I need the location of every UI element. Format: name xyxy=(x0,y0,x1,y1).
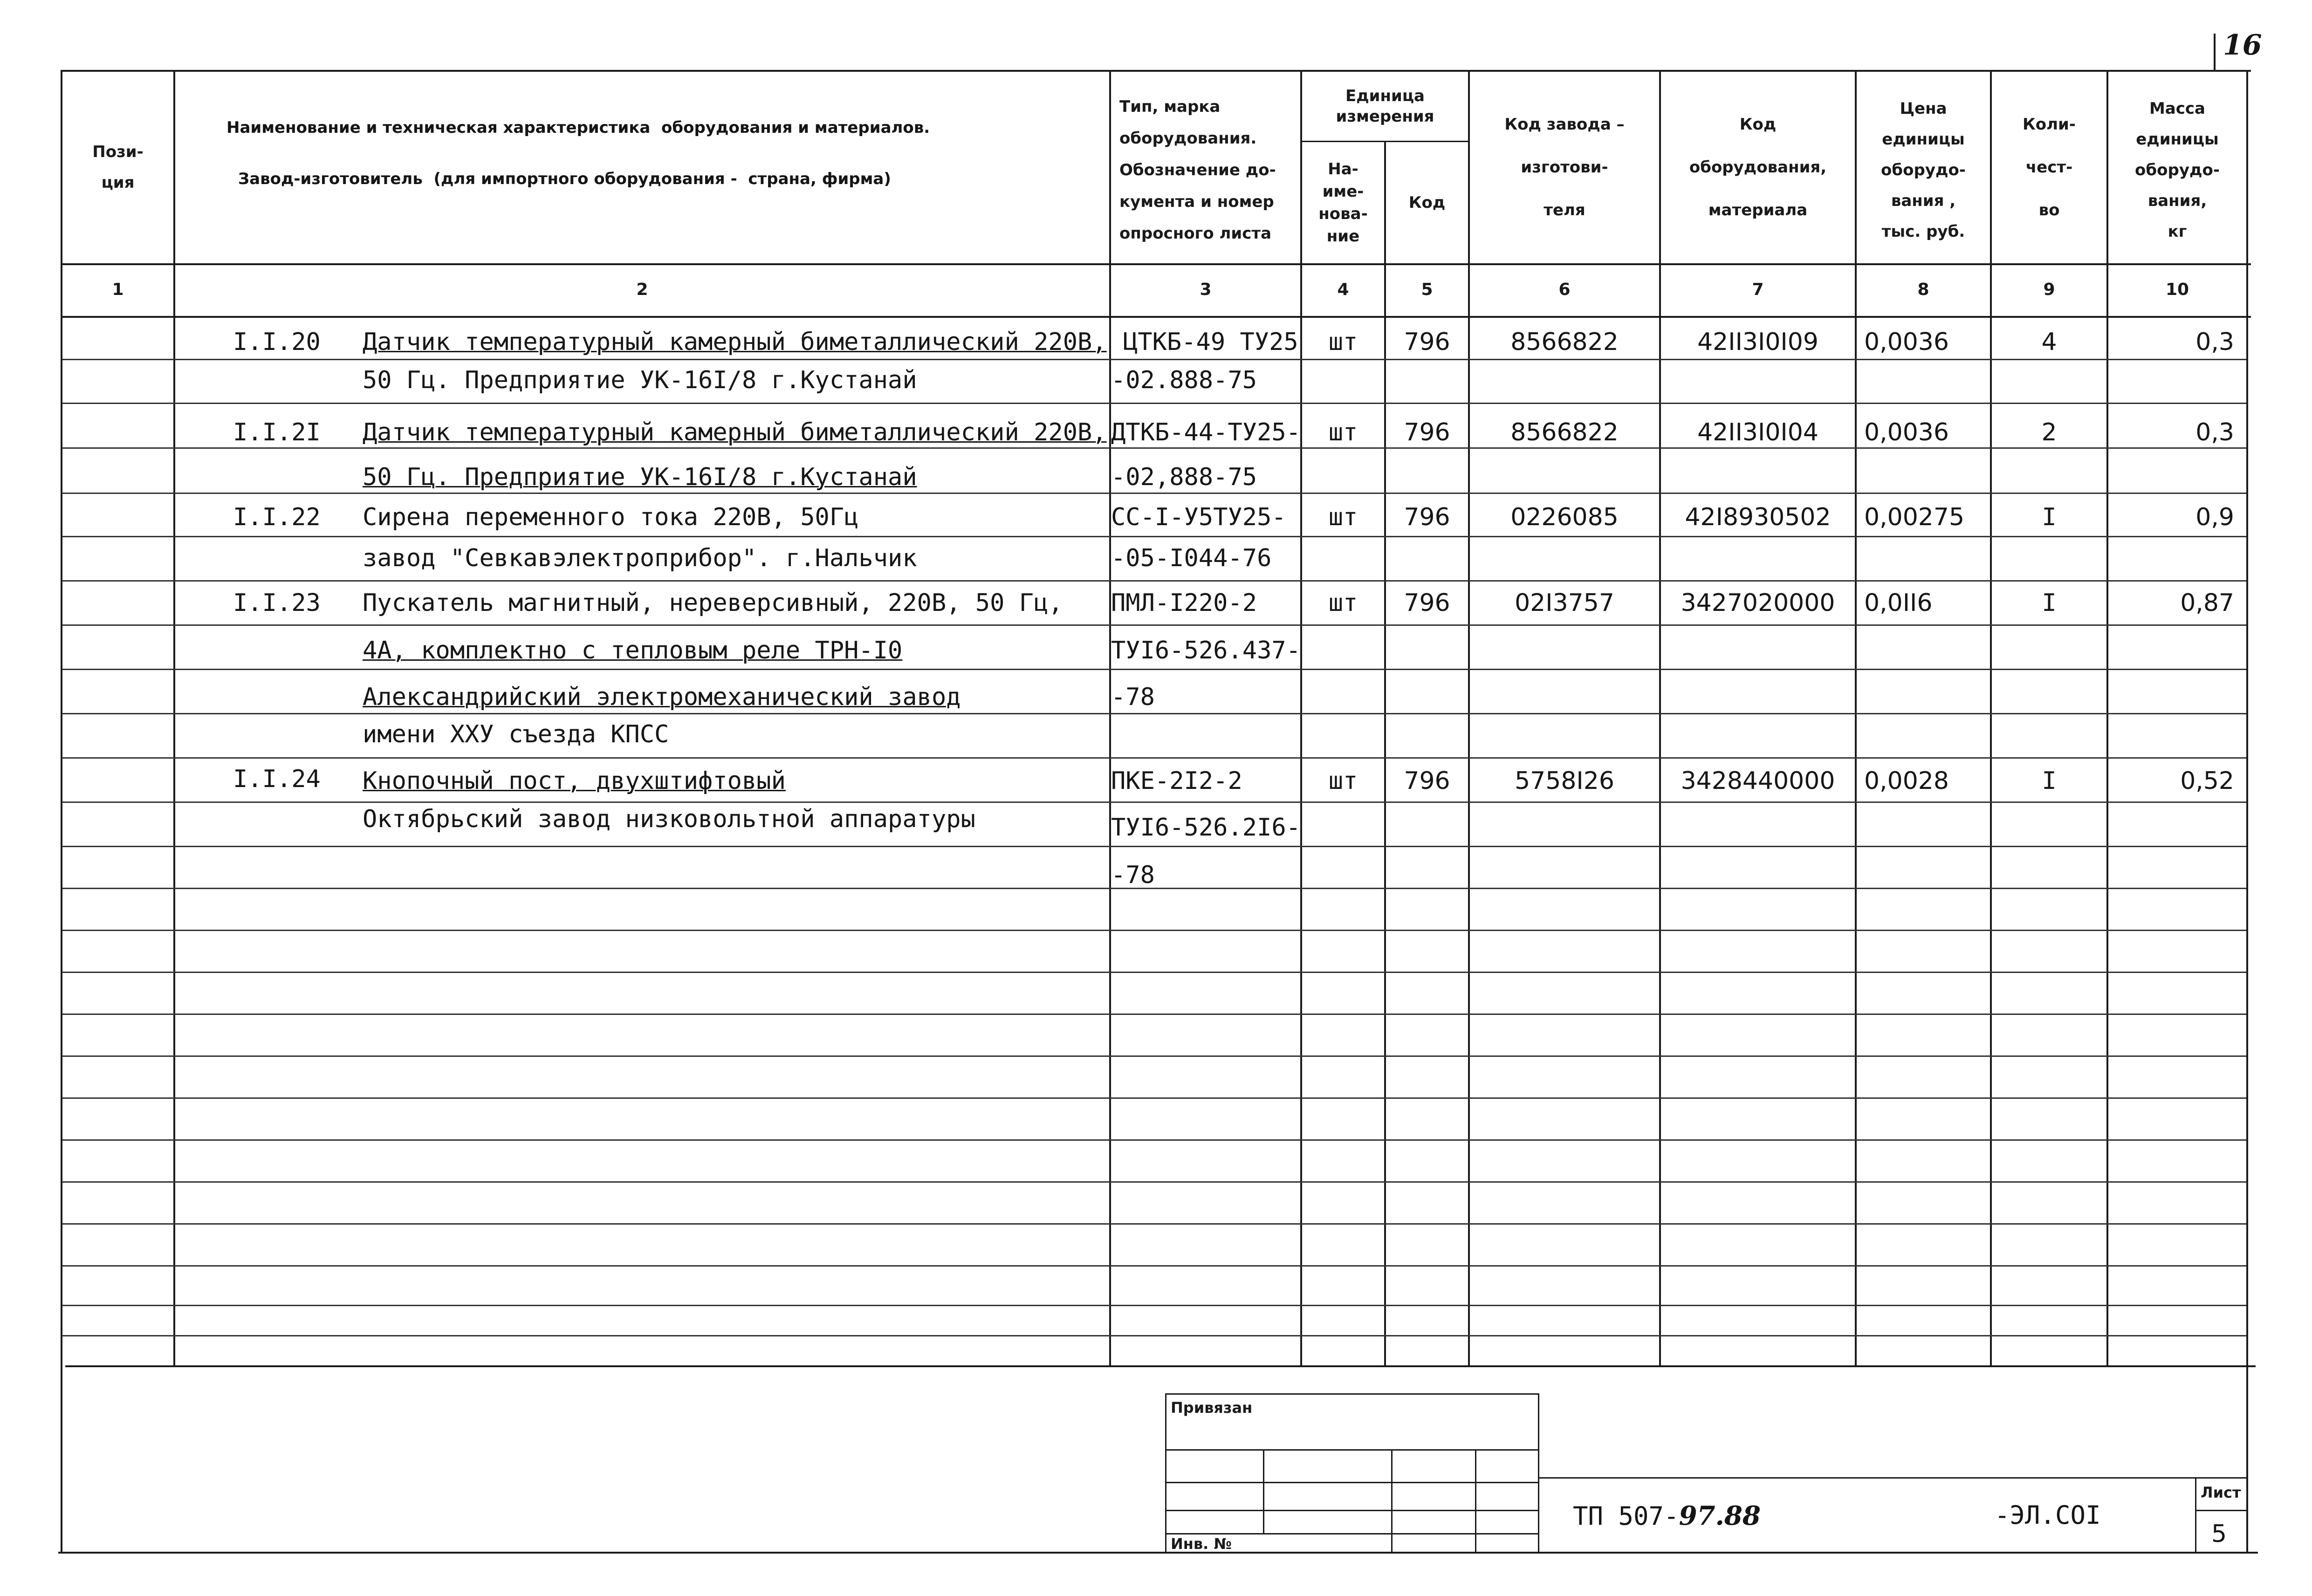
item-position: I.I.24 xyxy=(233,765,321,793)
header-position: Пози- ция xyxy=(92,143,144,192)
column-number-5: 5 xyxy=(1421,280,1433,299)
row-line xyxy=(62,1097,2246,1099)
item-mass: 0,3 xyxy=(2195,418,2234,446)
item-factory-code: 02I3757 xyxy=(1515,589,1614,617)
table-bottom-border xyxy=(65,1365,2256,1367)
row-line xyxy=(62,757,2246,759)
header-name xyxy=(175,72,1109,263)
header-name-line1: Наименование и техническая характеристика оборудования и материалов. xyxy=(226,118,930,137)
item-type-line: -05-I044-76 xyxy=(1111,544,1272,572)
column-number-7: 7 xyxy=(1752,280,1764,299)
item-equipment-code: 42II3I0I09 xyxy=(1697,328,1818,356)
document-number xyxy=(1573,1500,1761,1531)
item-unit: шт xyxy=(1328,767,1358,795)
document-prefix: ТП 507- xyxy=(1573,1501,1679,1531)
item-factory-code: 0226085 xyxy=(1510,503,1619,531)
stamp-line xyxy=(1538,1393,1539,1552)
stamp-line xyxy=(1165,1482,1538,1483)
stamp-line xyxy=(1165,1393,1538,1395)
col-line-1 xyxy=(173,70,175,1366)
header-quantity: Коли- чест- во xyxy=(2023,115,2076,219)
item-name-line: Сирена переменного тока 220В, 50Гц xyxy=(363,503,859,531)
item-price: 0,0028 xyxy=(1864,767,1949,795)
item-unit: шт xyxy=(1328,589,1358,617)
item-unit-code: 796 xyxy=(1404,767,1450,795)
row-line xyxy=(62,1139,2246,1141)
row-line xyxy=(62,447,2246,449)
column-number-2: 2 xyxy=(636,280,648,299)
right-border xyxy=(2246,70,2248,1553)
item-mass: 0,52 xyxy=(2180,767,2234,795)
page-number-divider xyxy=(2214,34,2216,71)
item-name-line: завод "Севкавэлектроприбор". г.Нальчик xyxy=(363,544,917,572)
row-line xyxy=(62,536,2246,537)
item-unit: шт xyxy=(1328,418,1358,446)
item-unit-code: 796 xyxy=(1404,328,1450,356)
stamp-line xyxy=(2195,1510,2246,1511)
header-bottom-border xyxy=(61,263,2251,265)
item-position: I.I.2I xyxy=(233,418,321,446)
item-type-line: -02,888-75 xyxy=(1111,463,1257,491)
col-line-2 xyxy=(1109,70,1111,1366)
header-type: Тип, марка оборудования. Обозначение до- кумента и номер опросного листа xyxy=(1119,97,1276,243)
item-equipment-code: 42II3I0I04 xyxy=(1697,418,1818,446)
item-type-line: -78 xyxy=(1111,683,1155,711)
column-number-9: 9 xyxy=(2043,280,2055,299)
row-line xyxy=(62,403,2246,404)
row-line xyxy=(62,580,2246,582)
document-handwritten-number: 97.88 xyxy=(1679,1500,1761,1531)
item-type-line: ТУI6-526.2I6- xyxy=(1111,814,1301,842)
item-type-line: ДТКБ-44-ТУ25- xyxy=(1111,418,1301,446)
sheet-label: Лист xyxy=(2201,1484,2241,1501)
row-line xyxy=(62,972,2246,973)
column-numbers-border xyxy=(61,316,2251,318)
item-price: 0,0036 xyxy=(1864,418,1949,446)
row-line xyxy=(62,1014,2246,1015)
header-unit-code: Код xyxy=(1408,193,1446,212)
column-number-4: 4 xyxy=(1337,280,1349,299)
item-name-line: Александрийский электромеханический завод xyxy=(363,683,961,711)
item-equipment-code: 3427020000 xyxy=(1681,589,1835,617)
item-position: I.I.22 xyxy=(233,503,321,531)
col-line-4 xyxy=(1384,141,1386,1367)
column-number-10: 10 xyxy=(2165,280,2189,299)
header-name-line2: Завод-изготовитель (для импортного оборудования - страна, фирма) xyxy=(238,170,891,188)
item-name-line: Октябрьский завод низковольтной аппаратуры xyxy=(363,805,975,833)
stamp-line xyxy=(1475,1449,1476,1552)
row-line xyxy=(62,1223,2246,1225)
header-unit-group: Единица измерения xyxy=(1336,87,1434,126)
header-factory-code: Код завода – изготови- теля xyxy=(1504,115,1625,219)
item-price: 0,00275 xyxy=(1864,503,1965,531)
header-mass: Масса единицы оборудо- вания, кг xyxy=(2135,99,2220,241)
col-line-5 xyxy=(1468,70,1470,1366)
stamp-line xyxy=(2195,1477,2196,1552)
item-type-line: -02.888-75 xyxy=(1111,366,1257,394)
item-mass: 0,87 xyxy=(2180,589,2234,617)
row-line xyxy=(62,801,2246,803)
col-line-9 xyxy=(2106,70,2108,1366)
row-line xyxy=(62,1335,2246,1336)
row-line xyxy=(62,669,2246,670)
row-line xyxy=(62,1265,2246,1267)
item-type-line: ПКЕ-2I2-2 xyxy=(1111,767,1242,795)
stamp-linked-label: Привязан xyxy=(1171,1399,1253,1417)
column-number-3: 3 xyxy=(1200,280,1212,299)
column-number-1: 1 xyxy=(112,280,124,299)
item-name-line: 50 Гц. Предприятие УК-16I/8 г.Кустанай xyxy=(363,366,917,394)
item-unit-code: 796 xyxy=(1404,418,1450,446)
stamp-line xyxy=(1165,1393,1166,1552)
item-equipment-code: 42I8930502 xyxy=(1685,503,1831,531)
item-type-line: СС-I-У5ТУ25- xyxy=(1111,503,1286,531)
col-line-6 xyxy=(1659,70,1661,1366)
col-line-7 xyxy=(1855,70,1857,1366)
row-line xyxy=(62,359,2246,360)
row-line xyxy=(62,1305,2246,1306)
item-unit: шт xyxy=(1328,328,1358,356)
item-name-line: Датчик температурный камерный биметаллический 220В, xyxy=(363,418,1107,446)
header-unit-name: На- име- нова- ние xyxy=(1318,160,1368,246)
stamp-inventory-label: Инв. № xyxy=(1171,1535,1232,1553)
item-type-line: ЦТКБ-49 ТУ25 xyxy=(1123,328,1298,356)
sheet-bottom-border xyxy=(58,1552,2258,1554)
item-unit-code: 796 xyxy=(1404,503,1450,531)
item-price: 0,0036 xyxy=(1864,328,1949,356)
stamp-line xyxy=(1263,1449,1264,1533)
item-factory-code: 8566822 xyxy=(1510,418,1619,446)
item-name-line: 50 Гц. Предприятие УК-16I/8 г.Кустанай xyxy=(363,463,917,491)
row-line xyxy=(62,1181,2246,1183)
item-position: I.I.23 xyxy=(233,589,321,617)
header-equipment-code: Код оборудования, материала xyxy=(1689,115,1827,219)
stamp-line xyxy=(1165,1510,1538,1511)
page-number: 16 xyxy=(2223,29,2262,62)
sheet-number: 5 xyxy=(2211,1520,2227,1548)
document-suffix: -ЭЛ.СОI xyxy=(1995,1500,2101,1530)
stamp-line xyxy=(1538,1477,2246,1479)
row-line xyxy=(62,624,2246,626)
item-name-line: Кнопочный пост, двухштифтовый xyxy=(363,767,786,795)
item-name-line: 4А, комплектно с тепловым реле ТРН-I0 xyxy=(363,637,903,664)
item-name-line: Пускатель магнитный, нереверсивный, 220В, 50 Гц, xyxy=(363,589,1063,617)
item-price: 0,0II6 xyxy=(1864,589,1933,617)
col-line-8 xyxy=(1990,70,1992,1366)
item-quantity: 4 xyxy=(2041,328,2057,356)
row-line xyxy=(62,846,2246,847)
item-unit: шт xyxy=(1328,503,1358,531)
item-quantity: I xyxy=(2042,589,2057,617)
item-name-line: имени ХХУ съезда КПСС xyxy=(363,720,669,748)
row-line xyxy=(62,493,2246,494)
row-line xyxy=(62,930,2246,931)
item-mass: 0,3 xyxy=(2195,328,2234,356)
item-quantity: I xyxy=(2042,503,2057,531)
item-type-line: ТУI6-526.437- xyxy=(1111,637,1301,664)
row-line xyxy=(62,1055,2246,1057)
item-factory-code: 5758I26 xyxy=(1515,767,1614,795)
column-number-8: 8 xyxy=(1917,280,1929,299)
item-position: I.I.20 xyxy=(233,328,321,356)
item-mass: 0,9 xyxy=(2195,503,2234,531)
column-number-6: 6 xyxy=(1558,280,1571,299)
item-factory-code: 8566822 xyxy=(1510,328,1619,356)
item-type-line: ПМЛ-I220-2 xyxy=(1111,589,1257,617)
stamp-line xyxy=(1165,1449,1538,1451)
item-type-line: -78 xyxy=(1111,861,1155,889)
item-name-line: Датчик температурный камерный биметаллический 220В, xyxy=(363,328,1107,356)
item-equipment-code: 3428440000 xyxy=(1681,767,1835,795)
item-quantity: 2 xyxy=(2041,418,2057,446)
stamp-line xyxy=(1165,1533,1538,1534)
item-unit-code: 796 xyxy=(1404,589,1450,617)
header-price: Цена единицы оборудо- вания , тыс. руб. xyxy=(1881,99,1966,241)
item-quantity: I xyxy=(2042,767,2057,795)
col-line-3 xyxy=(1300,70,1302,1366)
row-line xyxy=(62,713,2246,714)
stamp-line xyxy=(1391,1449,1393,1552)
